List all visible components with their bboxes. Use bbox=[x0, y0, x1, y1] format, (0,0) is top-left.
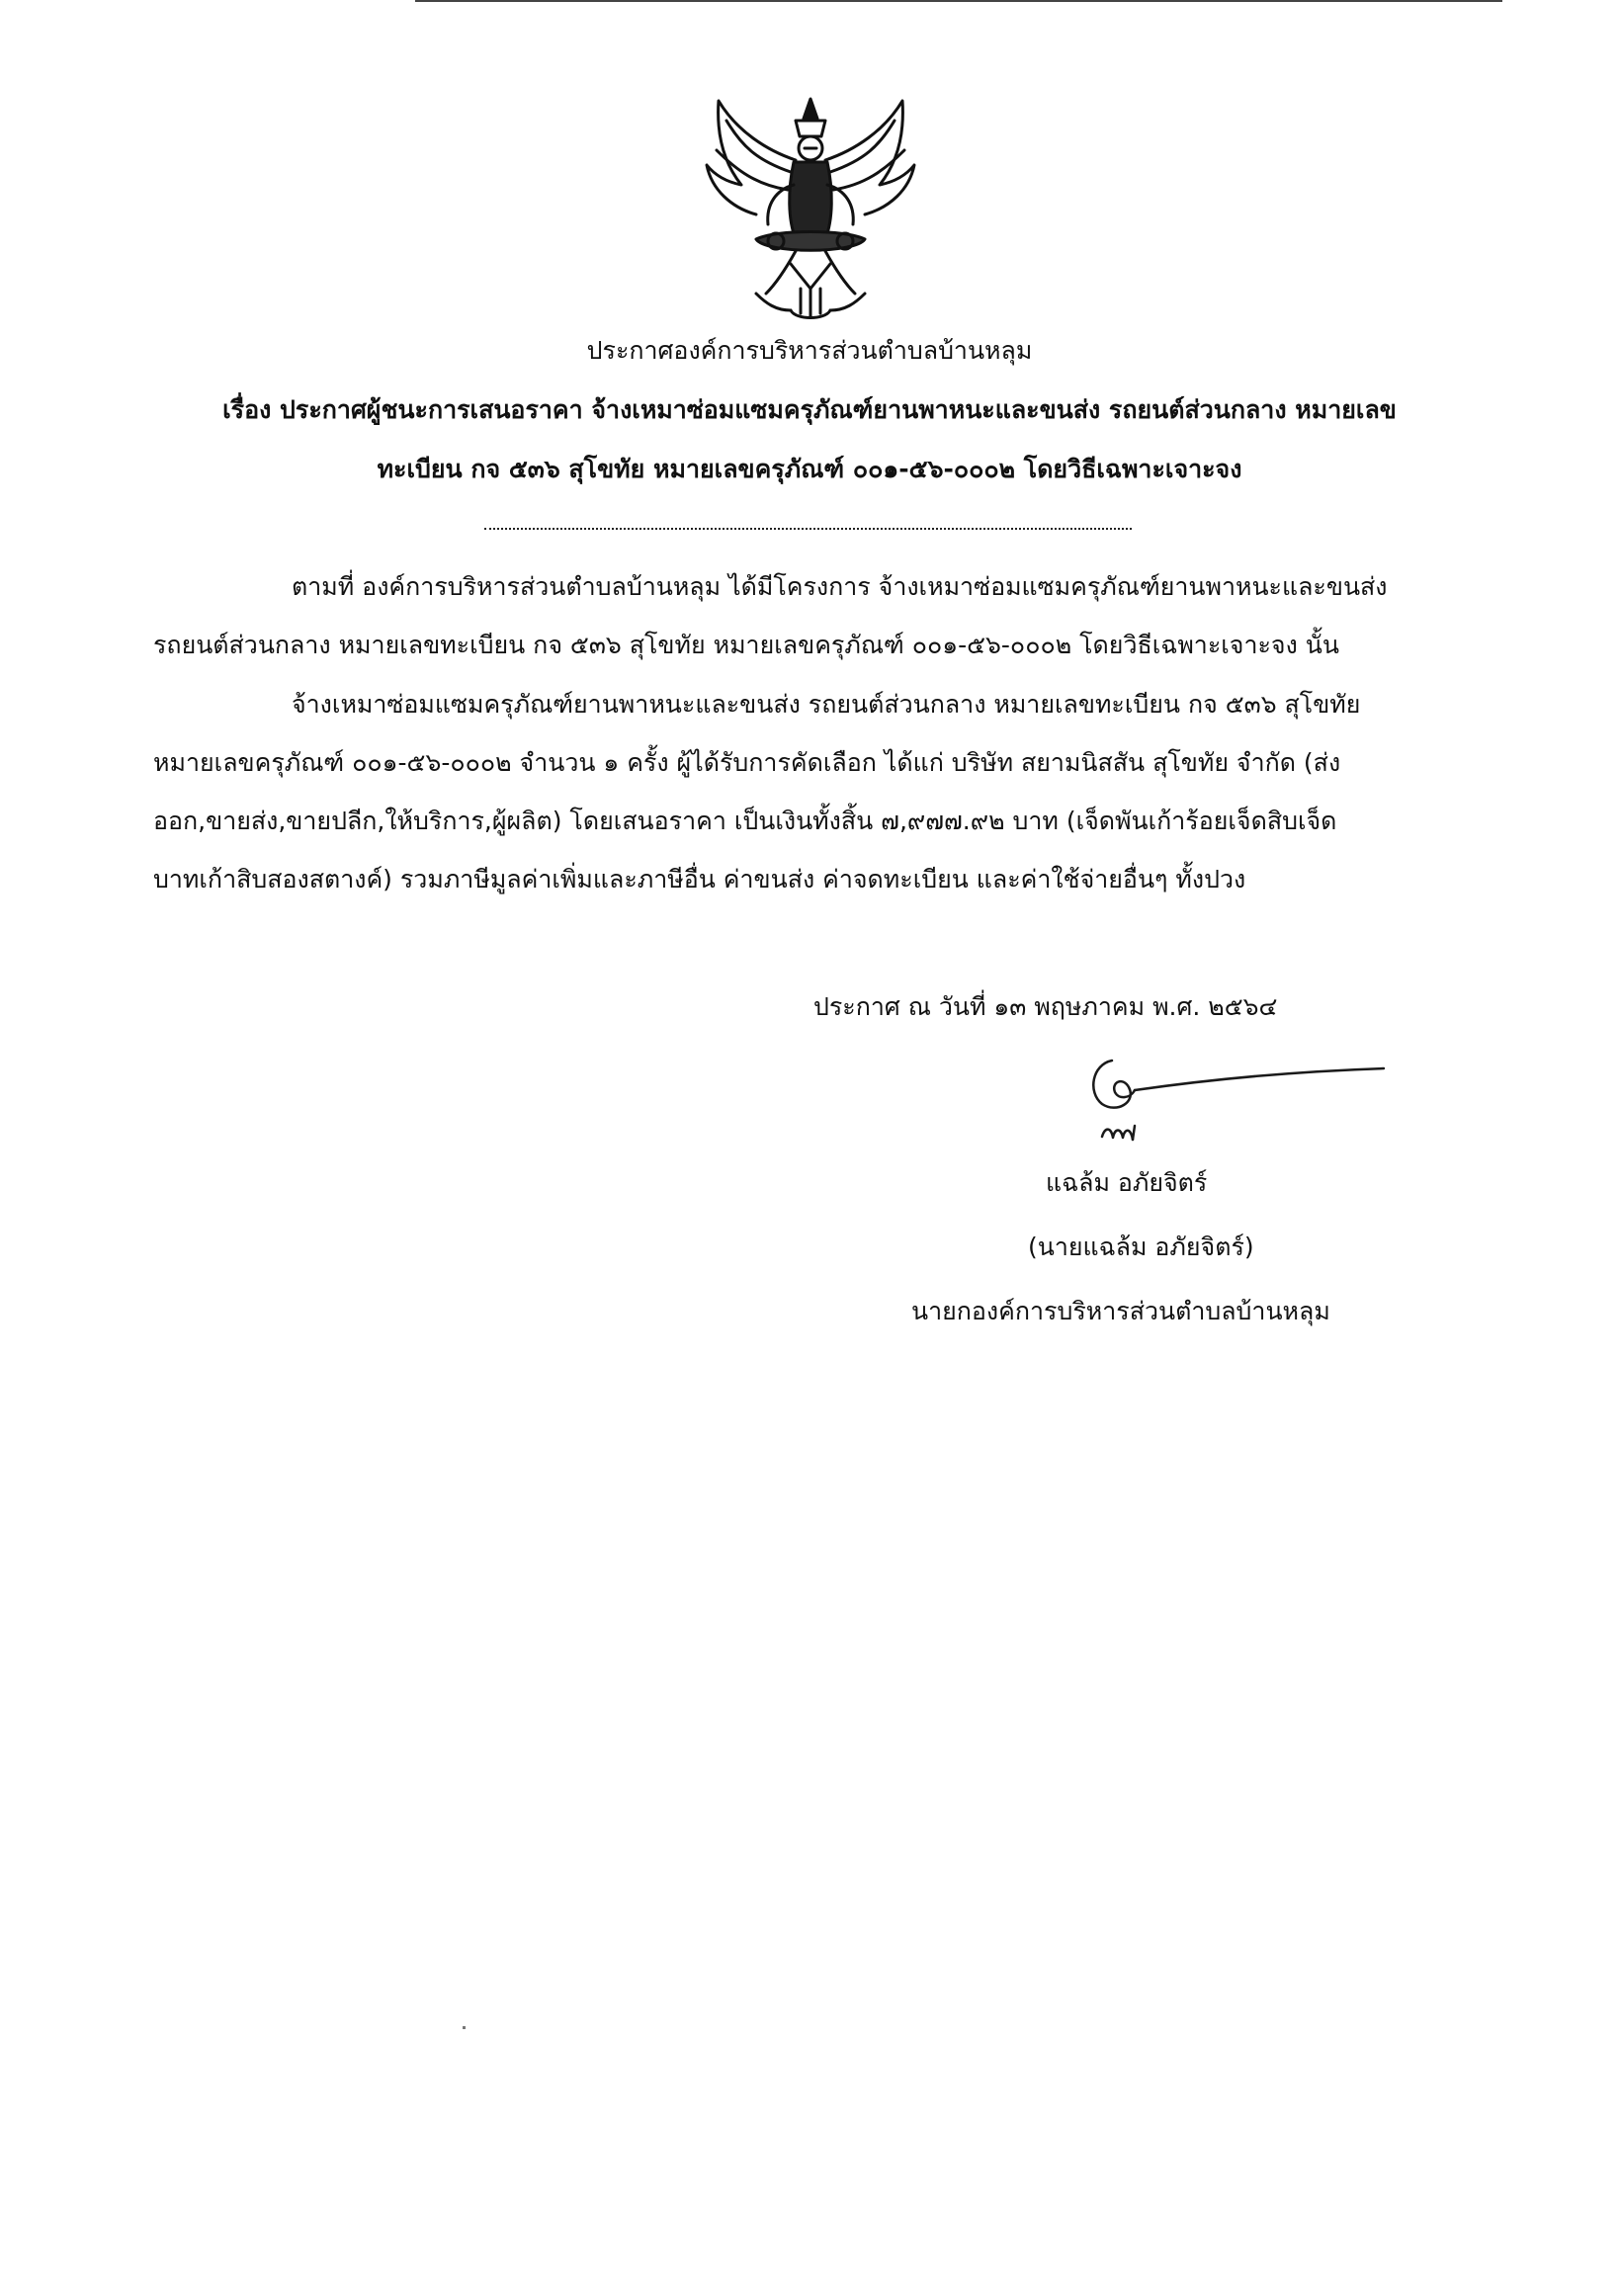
signer-position: นายกองค์การบริหารส่วนตำบลบ้านหลุม bbox=[911, 1297, 1330, 1325]
announcement-date: ประกาศ ณ วันที่ ๑๓ พฤษภาคม พ.ศ. ๒๕๖๔ bbox=[813, 992, 1278, 1021]
scan-speck bbox=[463, 2026, 466, 2029]
paragraph1-line2: รถยนต์ส่วนกลาง หมายเลขทะเบียน กจ ๕๓๖ สุโขทัย หมายเลขครุภัณฑ์ ๐๐๑-๕๖-๐๐๐๒ โดยวิธีเฉพาะเจาะจง นั้น bbox=[153, 631, 1339, 659]
paragraph2-line4: บาทเก้าสิบสองสตางค์) รวมภาษีมูลค่าเพิ่มและภาษีอื่น ค่าขนส่ง ค่าจดทะเบียน และค่าใช้จ่ายอื่นๆ ทั้งปวง bbox=[153, 865, 1246, 893]
announcement-title: ประกาศองค์การบริหารส่วนตำบลบ้านหลุม bbox=[586, 336, 1033, 365]
paragraph1-line1: ตามที่ องค์การบริหารส่วนตำบลบ้านหลุม ได้มีโครงการ จ้างเหมาซ่อมแซมครุภัณฑ์ยานพาหนะและขนส่ง bbox=[292, 572, 1388, 601]
paragraph2-line3: ออก,ขายส่ง,ขายปลีก,ให้บริการ,ผู้ผลิต) โดยเสนอราคา เป็นเงินทั้งสิ้น ๗,๙๗๗.๙๒ บาท (เจ็ดพันเก้าร้อยเจ็ดสิบเจ็ด bbox=[153, 807, 1337, 835]
subject-line-2: ทะเบียน กจ ๕๓๖ สุโขทัย หมายเลขครุภัณฑ์ ๐๐๑-๕๖-๐๐๐๒ โดยวิธีเฉพาะเจาะจง bbox=[377, 455, 1242, 483]
scan-edge-line bbox=[415, 0, 1502, 6]
signer-name: แฉล้ม อภัยจิตร์ bbox=[1046, 1168, 1208, 1197]
garuda-emblem-icon bbox=[697, 91, 924, 328]
handwritten-signature bbox=[1067, 1043, 1394, 1161]
paragraph2-line2: หมายเลขครุภัณฑ์ ๐๐๑-๕๖-๐๐๐๒ จำนวน ๑ ครั้ง ผู้ได้รับการคัดเลือก ได้แก่ บริษัท สยามนิสสัน สุโขทัย จำกัด (ส่ง bbox=[153, 748, 1341, 777]
paragraph2-line1: จ้างเหมาซ่อมแซมครุภัณฑ์ยานพาหนะและขนส่ง รถยนต์ส่วนกลาง หมายเลขทะเบียน กจ ๕๓๖ สุโขทัย bbox=[292, 690, 1361, 719]
signer-full-name: (นายแฉล้ม อภัยจิตร์) bbox=[1028, 1233, 1254, 1261]
title-separator bbox=[484, 528, 1132, 530]
subject-line-1: เรื่อง ประกาศผู้ชนะการเสนอราคา จ้างเหมาซ่อมแซมครุภัณฑ์ยานพาหนะและขนส่ง รถยนต์ส่วนกลาง หมายเลข bbox=[222, 395, 1397, 424]
